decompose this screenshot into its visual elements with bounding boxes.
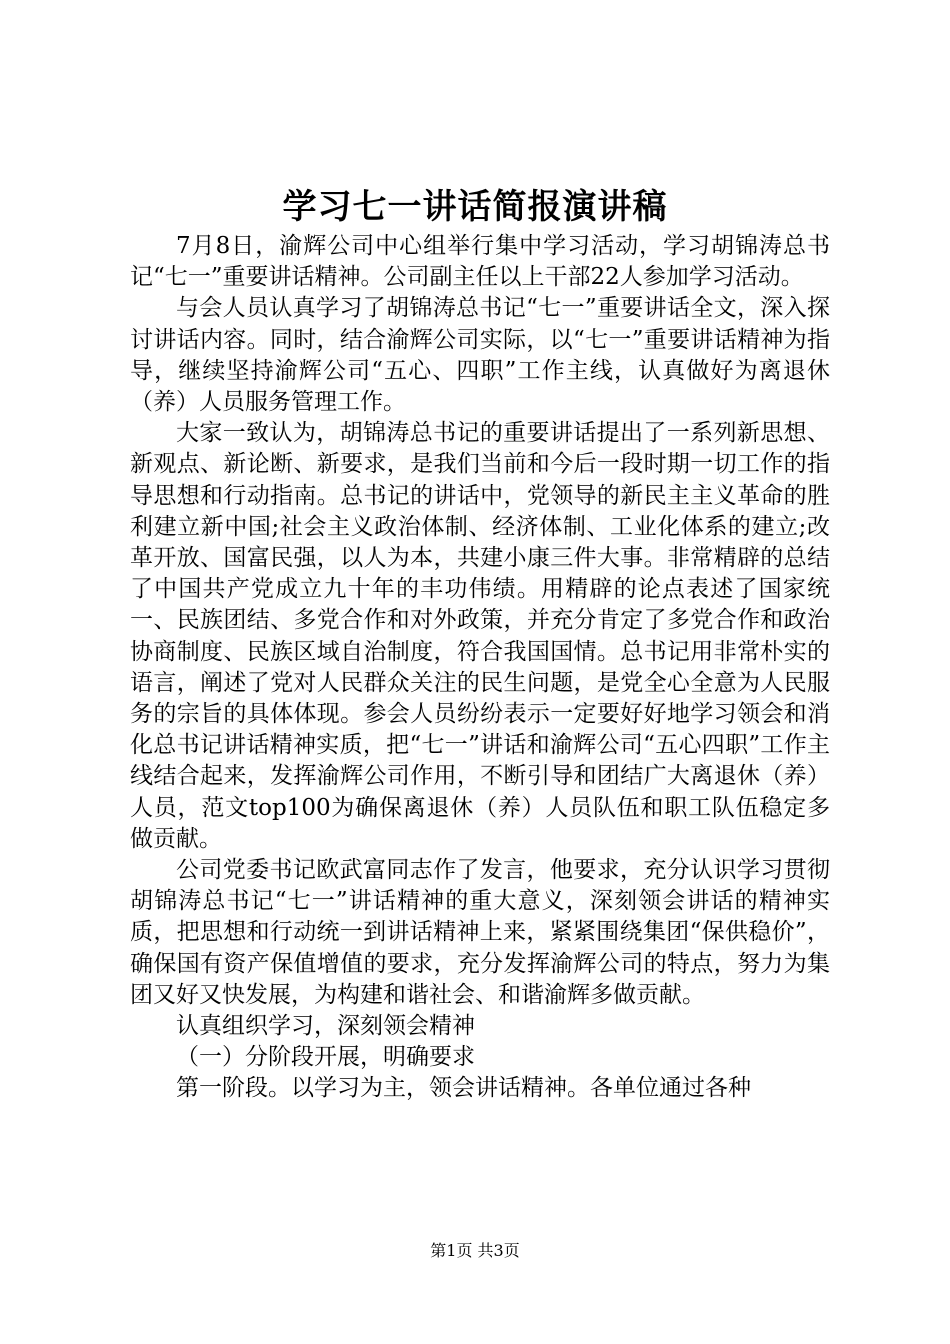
paragraph-5: 第一阶段。以学习为主，领会讲话精神。各单位通过各种 <box>176 1075 751 1102</box>
document-title: 学习七一讲话简报演讲稿 <box>282 187 668 227</box>
paragraph-2: 与会人员认真学习了胡锦涛总书记“七一”重要讲话全文，深入探讨讲话内容。同时，结合渝辉公司实际，以“七一”重要讲话精神为指导，继续坚持渝辉公司“五心、四职”工作主线，认真做好为离退休（养）人员服务管理工作。 <box>130 295 830 416</box>
section-heading: 认真组织学习，深刻领会精神 <box>176 1013 475 1040</box>
paragraph-3: 大家一致认为，胡锦涛总书记的重要讲话提出了一系列新思想、新观点、新论断、新要求，是我们当前和今后一段时期一切工作的指导思想和行动指南。总书记的讲话中，党领导的新民主主义革命的胜利建立新中国;社会主义政治体制、经济体制、工业化体系的建立;改革开放、国富民强，以人为本，共建小康三件大事。非常精辟的总结了中国共产党成立九十年的丰功伟绩。用精辟的论点表述了国家统一、民族团结、多党合作和对外政策，并充分肯定了多党合作和政治协商制度、民族区域自治制度，符合我国国情。总书记用非常朴实的语言，阐述了党对人民群众关注的民生问题，是党全心全意为人民服务的宗旨的具体体现。参会人员纷纷表示一定要好好地学习领会和消化总书记讲话精神实质，把“七一”讲话和渝辉公司“五心四职”工作主线结合起来，发挥渝辉公司作用，不断引导和团结广大离退休（养）人员，范文top100为确保离退休（养）人员队伍和职工队伍稳定多做贡献。 <box>130 420 830 852</box>
document-body <box>130 231 830 1105</box>
paragraph-1: 7月8日，渝辉公司中心组举行集中学习活动，学习胡锦涛总书记“七一”重要讲话精神。公司副主任以上干部22人参加学习活动。 <box>130 233 830 291</box>
page-footer: 第1页 共3页 <box>430 1241 520 1260</box>
paragraph-4: 公司党委书记欧武富同志作了发言，他要求，充分认识学习贯彻胡锦涛总书记“七一”讲话精神的重大意义，深刻领会讲话的精神实质，把思想和行动统一到讲话精神上来，紧紧围绕集团“保供稳价”，确保国有资产保值增值的要求，充分发挥渝辉公司的特点，努力为集团又好又快发展，为构建和谐社会、和谐渝辉多做贡献。 <box>130 857 830 1008</box>
subsection-heading: （一）分阶段开展，明确要求 <box>176 1044 475 1071</box>
